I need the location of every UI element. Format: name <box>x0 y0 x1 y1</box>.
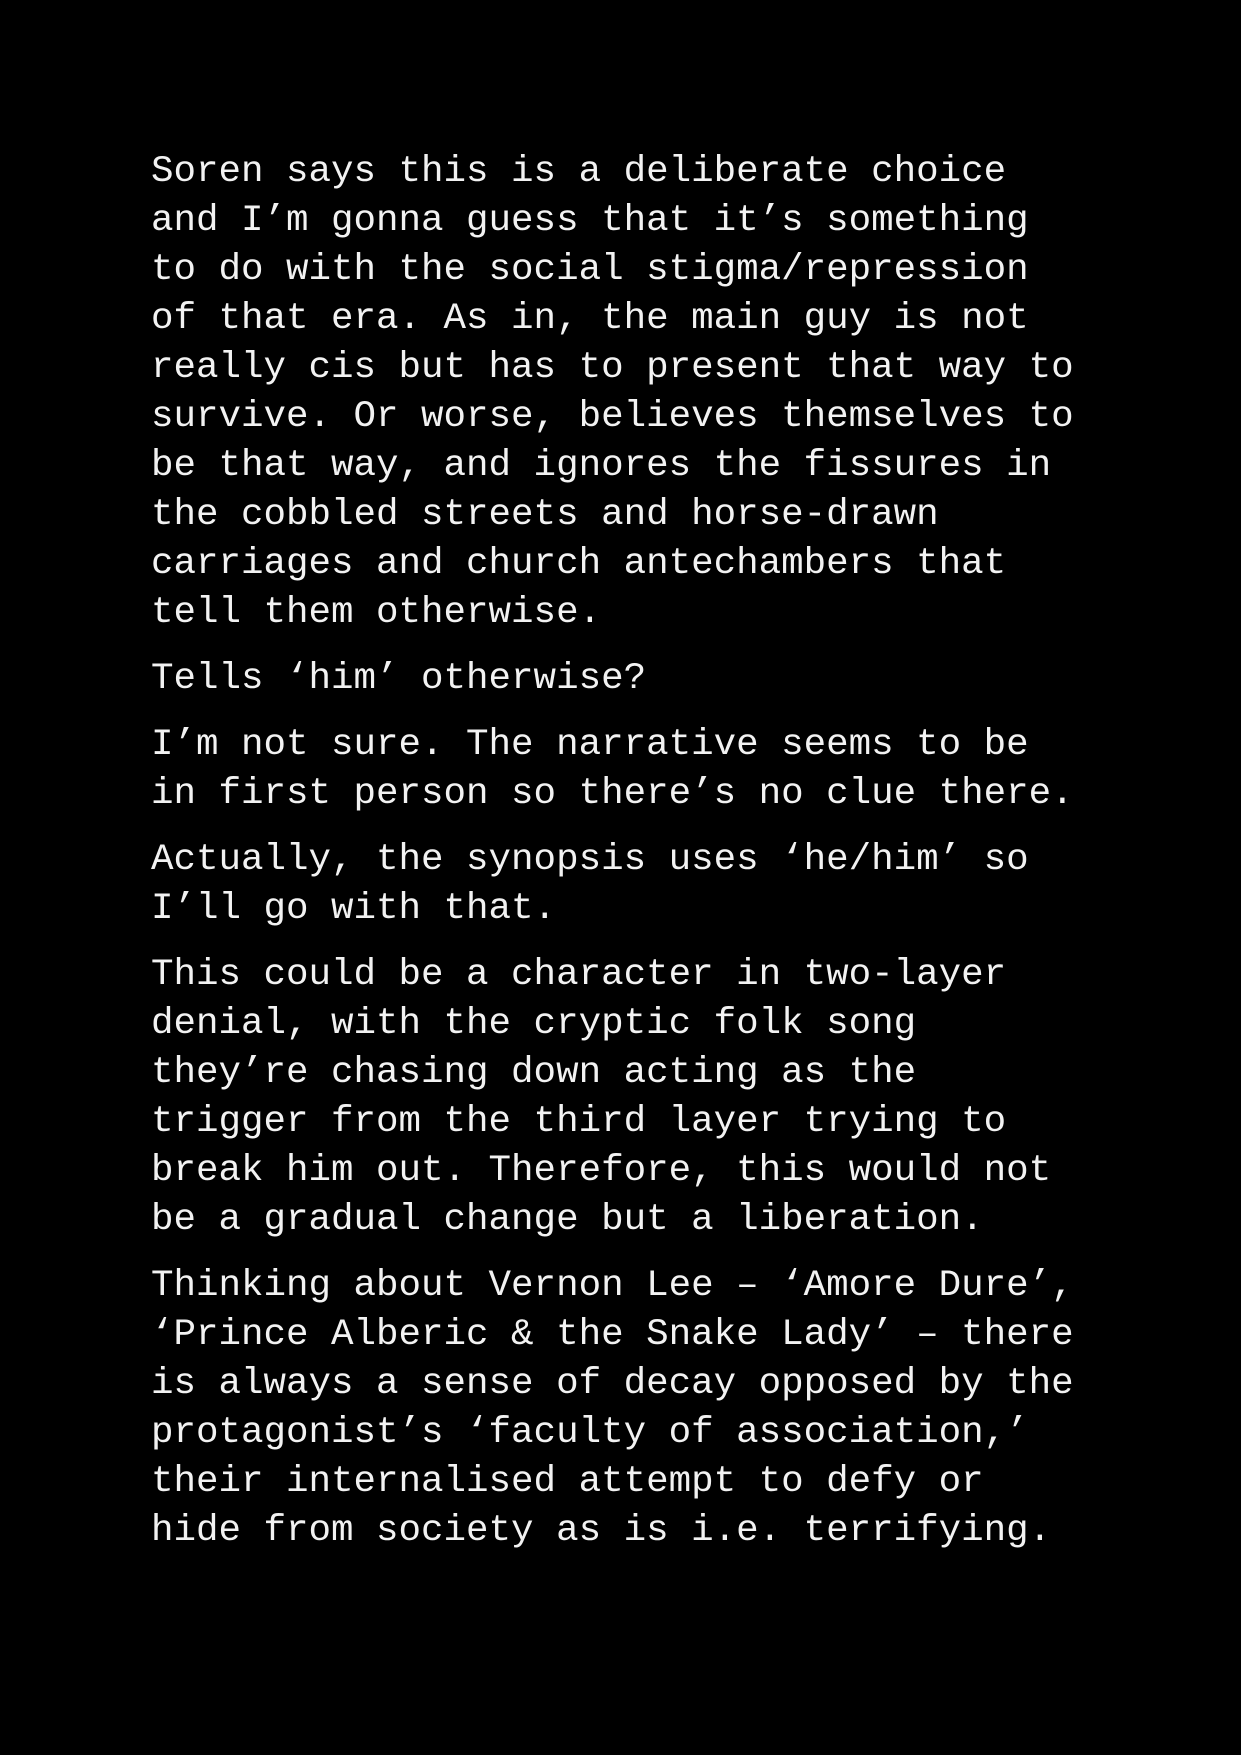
text-line: really cis but has to present that way to <box>151 347 1074 389</box>
text-line: Thinking about Vernon Lee – ‘Amore Dure’, <box>151 1265 1074 1307</box>
text-line: their internalised attempt to defy or <box>151 1461 984 1503</box>
text-line: carriages and church antechambers that <box>151 543 1007 585</box>
paragraph <box>151 1262 1091 1556</box>
paragraph <box>151 951 1091 1245</box>
text-line: protagonist’s ‘faculty of association,’ <box>151 1412 1029 1454</box>
text-line: break him out. Therefore, this would not <box>151 1150 1052 1192</box>
text-line: they’re chasing down acting as the <box>151 1052 917 1094</box>
text-line: denial, with the cryptic folk song <box>151 1003 917 1045</box>
text-line: of that era. As in, the main guy is not <box>151 298 1029 340</box>
text-line: ‘Prince Alberic & the Snake Lady’ – there <box>151 1314 1074 1356</box>
text-line: I’ll go with that. <box>151 888 557 930</box>
text-line: tell them otherwise. <box>151 592 602 634</box>
paragraph <box>151 148 1091 638</box>
text-line: Tells ‘him’ otherwise? <box>151 658 647 700</box>
text-line: trigger from the third layer trying to <box>151 1101 1007 1143</box>
text-line: in first person so there’s no clue there. <box>151 773 1074 815</box>
paragraph <box>151 655 1091 704</box>
text-line: the cobbled streets and horse-drawn <box>151 494 939 536</box>
text-line: This could be a character in two-layer <box>151 954 1007 996</box>
text-line: to do with the social stigma/repression <box>151 249 1029 291</box>
text-line: Soren says this is a deliberate choice <box>151 151 1007 193</box>
text-line: and I’m gonna guess that it’s something <box>151 200 1029 242</box>
text-line: Actually, the synopsis uses ‘he/him’ so <box>151 839 1029 881</box>
text-line: is always a sense of decay opposed by the <box>151 1363 1074 1405</box>
paragraph <box>151 721 1091 819</box>
text-line: I’m not sure. The narrative seems to be <box>151 724 1029 766</box>
paragraph <box>151 836 1091 934</box>
text-line: survive. Or worse, believes themselves to <box>151 396 1074 438</box>
text-line: hide from society as is i.e. terrifying. <box>151 1510 1052 1552</box>
document-page <box>151 148 1091 1573</box>
text-line: be a gradual change but a liberation. <box>151 1199 984 1241</box>
text-line: be that way, and ignores the fissures in <box>151 445 1052 487</box>
